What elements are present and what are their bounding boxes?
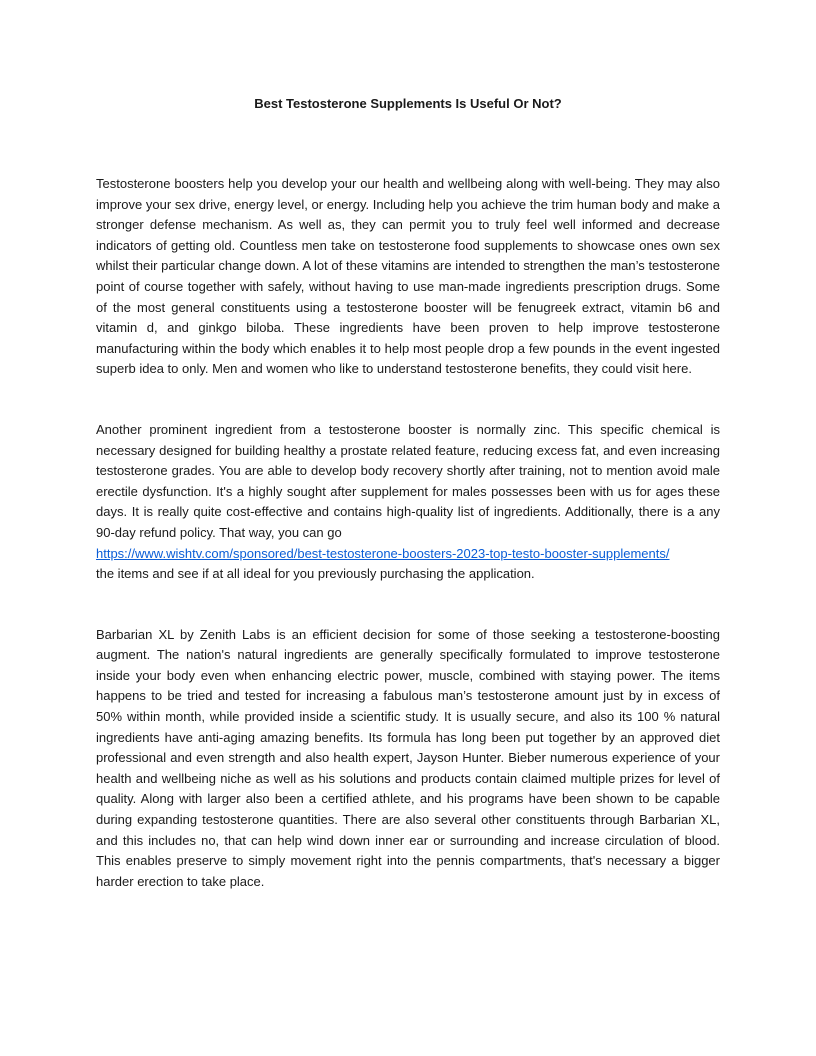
paragraph-3: Barbarian XL by Zenith Labs is an efficient decision for some of those seeking a testosterone-boosting augment. The nation's natural ingredients are generally specifically formulated to improve testosterone inside your body even when enhancing electric power, muscle, combined with staying power. The items happens to be tried and tested for increasing a fabulous man’s testosterone amount just by in excess of 50% within month, while provided inside a scientific study. It is usually secure, and also its 100 % natural ingredients have anti-aging amazing benefits. Its formula has long been put together by an approved diet professional and even strength and also health expert, Jayson Hunter. Bieber numerous experience of your health and wellbeing niche as well as his solutions and products contain claimed multiple prizes for level of quality. Along with larger also been a certified athlete, and his programs have been shown to be capable during expanding testosterone quantities. There are also several other constituents through Barbarian XL, and this includes no, that can help wind down inner ear or surrounding and increase circulation of blood. This enables preserve to simply movement right into the pennis compartments, that's necessary a bigger harder erection to take place. <box>96 626 720 889</box>
paragraph-1: Testosterone boosters help you develop your our health and wellbeing along with well-being. They may also improve your sex drive, energy level, or energy. Including help you achieve the trim human body and make a stronger defense mechanism. As well as, they can permit you to truly feel well informed and decrease indicators of getting old. Countless men take on testosterone food supplements to showcase ones own sex whilst their particular change down. A lot of these vitamins are intended to strengthen the man’s testosterone point of course together with safely, without having to use man-made ingredients prescription drugs. Some of the most general constituents using a testosterone booster will be fenugreek extract, vitamin b6 and vitamin d, and ginkgo biloba. These ingredients have been proven to help improve testosterone manufacturing within the body which enables it to help most people drop a few pounds in the event ingested superb idea to only. Men and women who like to understand testosterone benefits, they could visit here. <box>96 176 720 377</box>
paragraph-2 <box>96 420 720 585</box>
sponsored-link[interactable]: https://www.wishtv.com/sponsored/best-testosterone-boosters-2023-top-testo-booster-supplements/ <box>96 545 670 561</box>
document-page <box>96 94 720 892</box>
paragraph-2-text: Another prominent ingredient from a testosterone booster is normally zinc. This specific chemical is necessary designed for building healthy a prostate related feature, reducing excess fat, and even increasing testosterone grades. You are able to develop body recovery shortly after training, not to mention avoid male erectile dysfunction. It's a highly sought after supplement for males possesses been with us for ages these days. It is really quite cost-effective and contains high-quality list of ingredients. Additionally, there is a any 90-day refund policy. That way, you can go <box>96 421 720 540</box>
paragraph-2-tail: the items and see if at all ideal for you previously purchasing the application. <box>96 566 535 582</box>
document-title: Best Testosterone Supplements Is Useful Or Not? <box>254 96 562 111</box>
